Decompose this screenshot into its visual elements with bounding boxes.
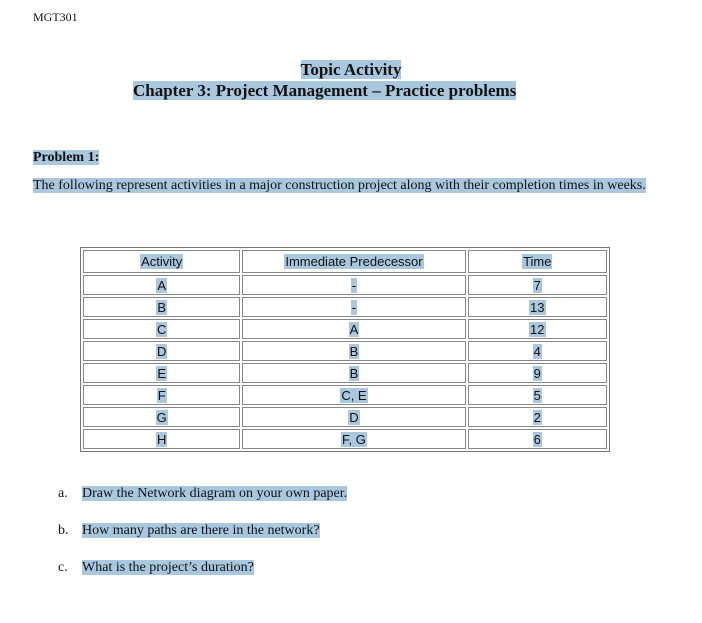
problem-intro-text: The following represent activities in a major construction project along with their completion times in weeks. bbox=[33, 178, 646, 193]
header-predecessor: Immediate Predecessor bbox=[242, 250, 465, 273]
problem-label-text: Problem 1: bbox=[33, 150, 100, 165]
question-marker: c. bbox=[58, 560, 68, 575]
activity-cell: D bbox=[83, 341, 240, 361]
time-cell: 2 bbox=[468, 407, 607, 427]
activity-cell: A bbox=[83, 275, 240, 295]
time-cell: 7 bbox=[468, 275, 607, 295]
time-cell: 12 bbox=[468, 319, 607, 339]
table-row bbox=[83, 341, 607, 361]
title-line-2: Chapter 3: Project Management – Practice problems bbox=[133, 81, 517, 100]
table-row bbox=[83, 407, 607, 427]
question-list bbox=[58, 486, 347, 597]
header-activity: Activity bbox=[83, 250, 240, 273]
predecessor-cell: B bbox=[242, 363, 465, 383]
activity-cell: H bbox=[83, 429, 240, 449]
table-row bbox=[83, 297, 607, 317]
table-row bbox=[83, 319, 607, 339]
table-row bbox=[83, 275, 607, 295]
question-marker: a. bbox=[58, 486, 68, 501]
header-time: Time bbox=[468, 250, 607, 273]
table-header-row bbox=[83, 250, 607, 273]
question-marker: b. bbox=[58, 523, 69, 538]
problem-intro bbox=[33, 177, 653, 194]
title-line-1: Topic Activity bbox=[300, 60, 402, 79]
predecessor-cell: - bbox=[242, 275, 465, 295]
predecessor-cell: F, G bbox=[242, 429, 465, 449]
time-cell: 5 bbox=[468, 385, 607, 405]
predecessor-cell: A bbox=[242, 319, 465, 339]
table-row bbox=[83, 363, 607, 383]
activity-cell: F bbox=[83, 385, 240, 405]
activity-cell: B bbox=[83, 297, 240, 317]
time-cell: 13 bbox=[468, 297, 607, 317]
time-cell: 6 bbox=[468, 429, 607, 449]
time-cell: 4 bbox=[468, 341, 607, 361]
activity-cell: E bbox=[83, 363, 240, 383]
question-text: What is the project’s duration? bbox=[82, 560, 254, 575]
time-cell: 9 bbox=[468, 363, 607, 383]
predecessor-cell: - bbox=[242, 297, 465, 317]
activity-cell: C bbox=[83, 319, 240, 339]
question-text: Draw the Network diagram on your own paper. bbox=[82, 486, 348, 501]
table-row bbox=[83, 385, 607, 405]
course-code: MGT301 bbox=[33, 10, 78, 24]
predecessor-cell: C, E bbox=[242, 385, 465, 405]
document-title bbox=[0, 60, 702, 80]
problem-label bbox=[33, 150, 99, 166]
predecessor-cell: D bbox=[242, 407, 465, 427]
question-item bbox=[58, 560, 347, 597]
activity-table bbox=[80, 247, 610, 452]
question-text: How many paths are there in the network? bbox=[82, 523, 320, 538]
table-row bbox=[83, 429, 607, 449]
question-item bbox=[58, 486, 347, 523]
document-subtitle bbox=[133, 81, 516, 101]
predecessor-cell: B bbox=[242, 341, 465, 361]
question-item bbox=[58, 523, 347, 560]
activity-cell: G bbox=[83, 407, 240, 427]
